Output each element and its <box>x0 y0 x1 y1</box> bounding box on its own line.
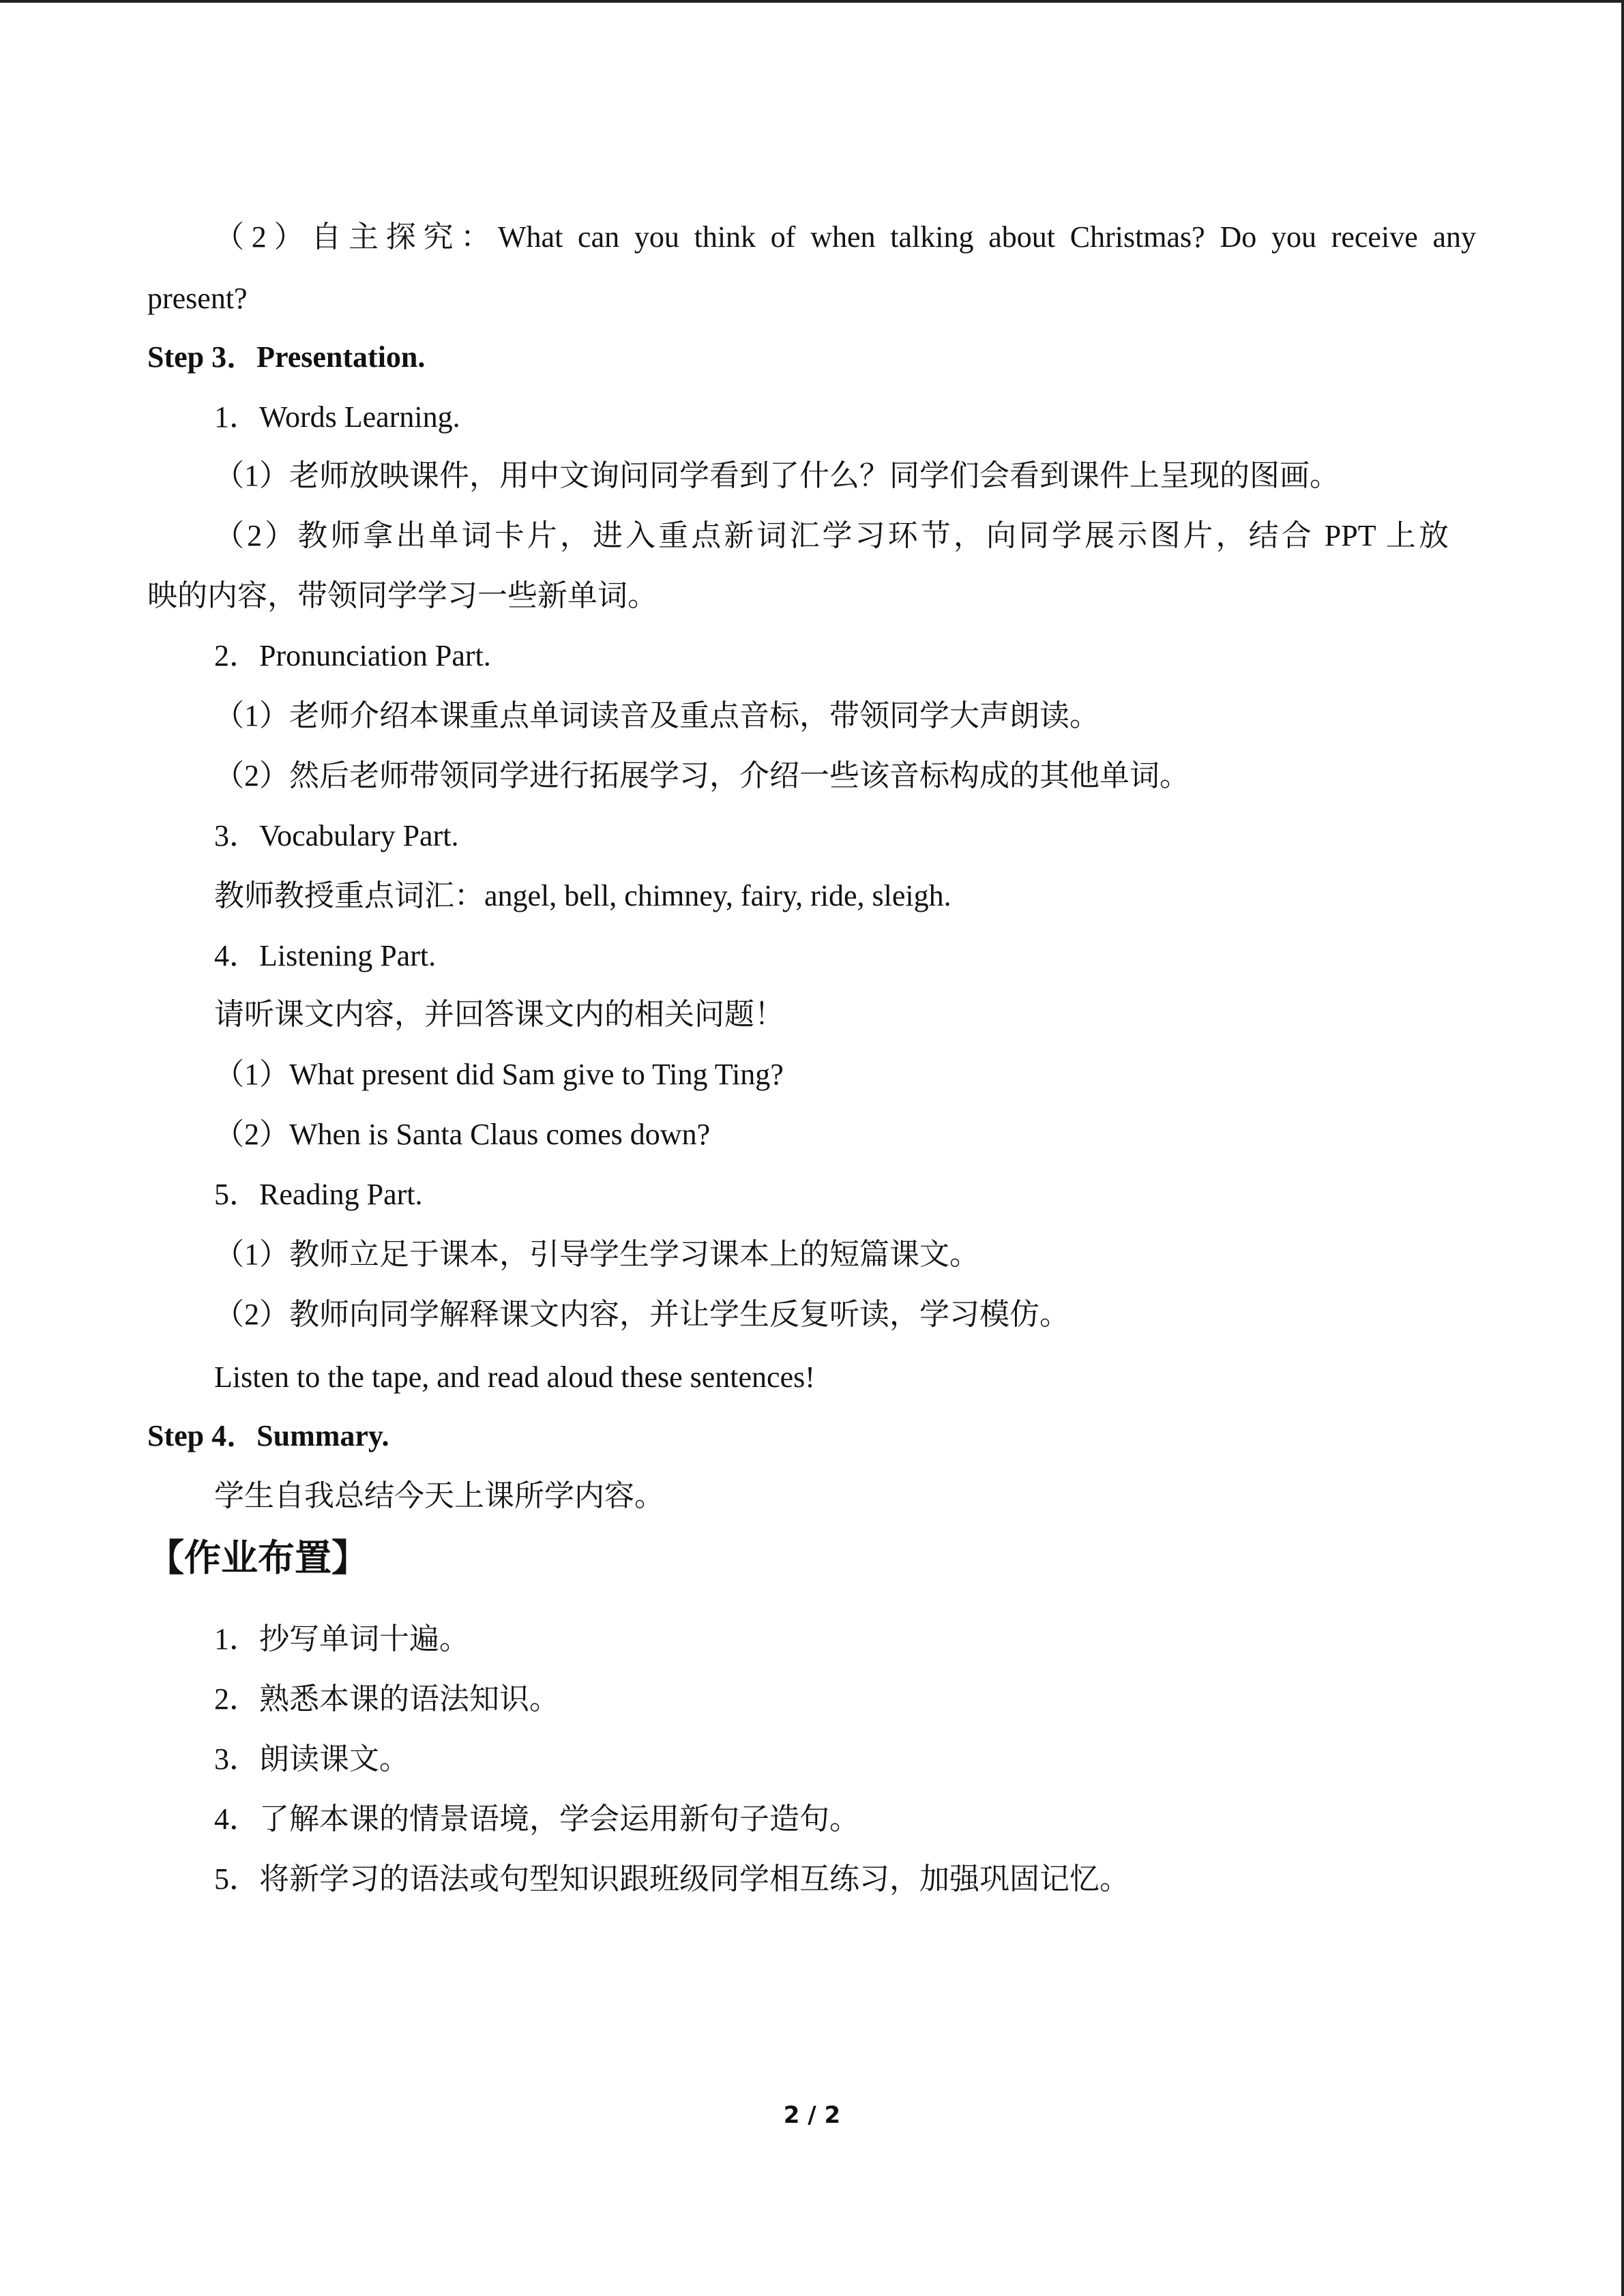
step3-heading: Step 3．Presentation. <box>147 340 426 374</box>
step3-item2-para2: （2）然后老师带领同学进行拓展学习，介绍一些该音标构成的其他单词。 <box>214 759 1190 792</box>
homework-item-4: 4．了解本课的情景语境，学会运用新句子造句。 <box>214 1802 859 1836</box>
step3-item1-para2-line1: （2）教师拿出单词卡片，进入重点新词汇学习环节，向同学展示图片，结合 PPT 上放 <box>214 519 1449 552</box>
page-border-right <box>1621 0 1624 2296</box>
homework-item-1: 1．抄写单词十遍。 <box>214 1622 469 1656</box>
homework-heading: 【作业布置】 <box>147 1536 368 1579</box>
step3-item4-question1: （1）What present did Sam give to Ting Ting? <box>214 1058 784 1091</box>
step3-item1-para2-line2: 映的内容，带领同学学习一些新单词。 <box>147 579 658 612</box>
homework-item-3: 3．朗读课文。 <box>214 1742 409 1776</box>
page-number: 2 / 2 <box>783 2102 841 2129</box>
step3-item4-para1: 请听课文内容，并回答课文内的相关问题！ <box>214 998 784 1031</box>
step3-item4-title: 4．Listening Part. <box>214 939 437 972</box>
step4-heading: Step 4．Summary. <box>147 1419 389 1452</box>
step3-item1-para1: （1）老师放映课件，用中文询问同学看到了什么？同学们会看到课件上呈现的图画。 <box>214 459 1340 492</box>
step3-item4-question2: （2）When is Santa Claus comes down? <box>214 1118 711 1151</box>
step3-item3-para1: 教师教授重点词汇：angel, bell, chimney, fairy, ride, sleigh. <box>214 879 951 912</box>
step3-item3-title: 3．Vocabulary Part. <box>214 819 459 852</box>
step3-item5-title: 5．Reading Part. <box>214 1178 423 1211</box>
intro-line-2: present? <box>147 282 248 315</box>
step3-item2-title: 2．Pronunciation Part. <box>214 639 491 672</box>
intro-line-1: （2）自主探究：What can you think of when talking about Christmas? Do you receive any <box>214 220 1476 254</box>
homework-item-5: 5．将新学习的语法或句型知识跟班级同学相互练习，加强巩固记忆。 <box>214 1862 1130 1896</box>
page-border-top <box>0 0 1624 3</box>
homework-item-2: 2．熟悉本课的语法知识。 <box>214 1682 559 1716</box>
step4-para1: 学生自我总结今天上课所学内容。 <box>214 1479 664 1512</box>
step3-item5-para1: （1）教师立足于课本，引导学生学习课本上的短篇课文。 <box>214 1238 979 1271</box>
step3-item5-para2: （2）教师向同学解释课文内容，并让学生反复听读，学习模仿。 <box>214 1298 1069 1331</box>
step3-item5-para3: Listen to the tape, and read aloud these sentences! <box>214 1360 815 1394</box>
step3-item1-title: 1．Words Learning. <box>214 400 460 434</box>
step3-item2-para1: （1）老师介绍本课重点单词读音及重点音标，带领同学大声朗读。 <box>214 699 1099 732</box>
